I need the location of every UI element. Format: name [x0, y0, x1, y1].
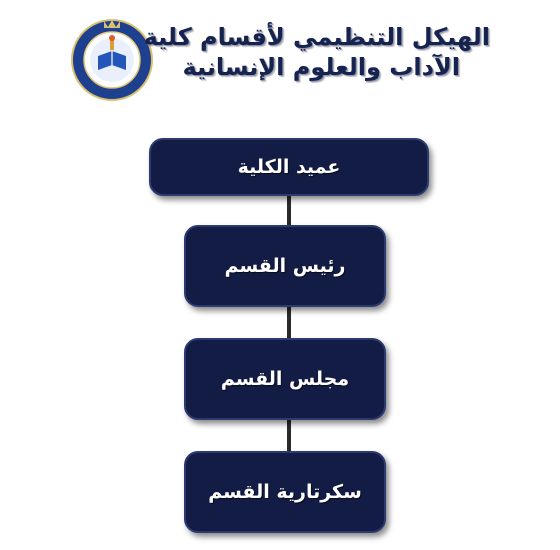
- title-line-1: الهيكل التنظيمي لأقسام كلية: [143, 23, 490, 51]
- org-box-department-secretariat: [184, 451, 386, 533]
- org-box-label: سكرتارية القسم: [208, 481, 362, 503]
- connector-line: [287, 307, 291, 339]
- org-box-department-council: [184, 338, 386, 420]
- org-box-dean: [149, 138, 429, 196]
- org-box-label: عميد الكلية: [237, 156, 341, 178]
- connector-line: [287, 196, 291, 226]
- org-box-label: مجلس القسم: [220, 368, 350, 390]
- connector-line: [287, 420, 291, 452]
- title-line-2: الآداب والعلوم الإنسانية: [182, 53, 460, 81]
- org-box-label: رئيس القسم: [224, 255, 346, 277]
- org-box-department-head: [184, 225, 386, 307]
